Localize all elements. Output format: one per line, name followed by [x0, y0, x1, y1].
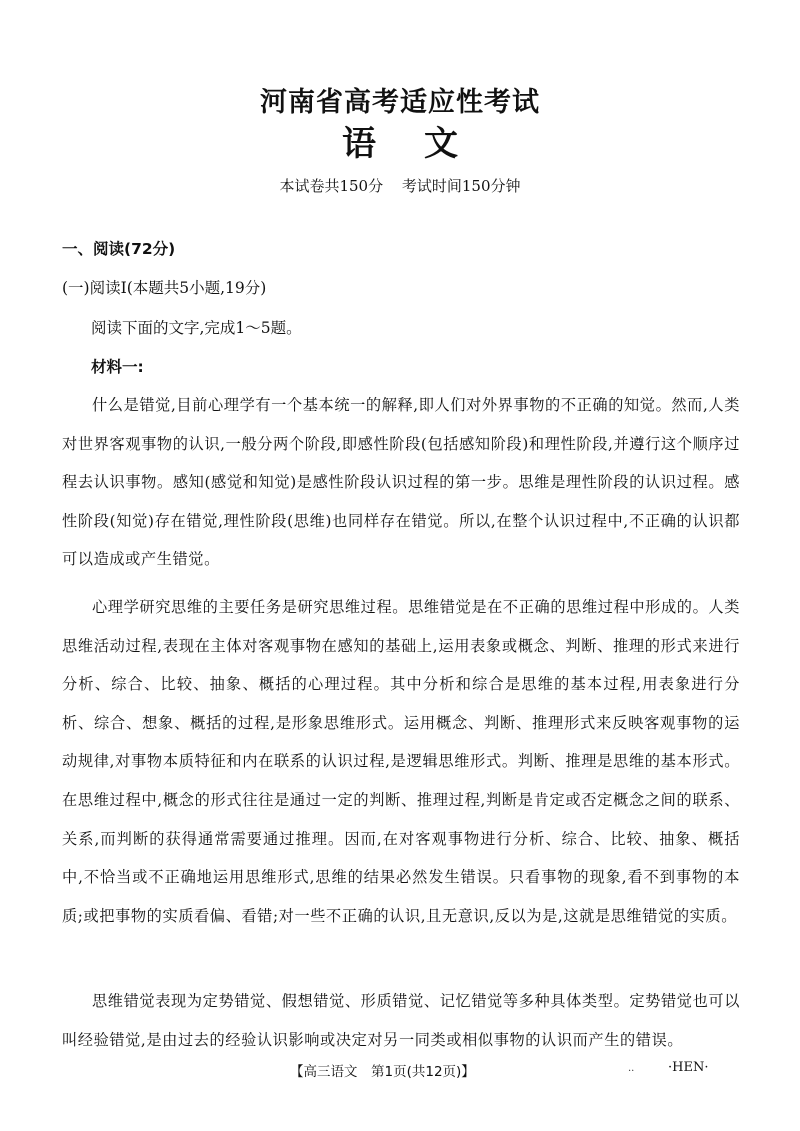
subject-title: 语文: [342, 124, 506, 164]
exam-title: 河南省高考适应性考试: [260, 87, 540, 118]
exam-duration: 考试时间150分钟: [401, 177, 521, 195]
section-heading: 一、阅读(72分): [62, 240, 176, 258]
reading-instruction: 阅读下面的文字,完成1～5题。: [91, 319, 302, 337]
part-heading: (一)阅读Ⅰ(本题共5小题,19分): [62, 279, 267, 297]
footer-code: ·HEN·: [668, 1060, 709, 1075]
material-label: 材料一:: [91, 358, 144, 376]
paragraph-1: 什么是错觉,目前心理学有一个基本统一的解释,即人们对外界事物的不正确的知觉。然而,人类对世界客观事物的认识,一般分两个阶段,即感性阶段(包括感知阶段)和理性阶段,并遵行这个顺序过程去认识事物。感知(感觉和知觉)是感性阶段认识过程的第一步。思维是理性阶段的认识过程。感性阶段(知觉)存在错觉,理性阶段(思维)也同样存在错觉。所以,在整个认识过程中,不正确的认识都可以造成或产生错觉。: [62, 396, 740, 569]
total-score: 本试卷共150分: [279, 177, 384, 195]
page-footer: 【高三语文 第1页(共12页)】: [290, 1064, 475, 1080]
paragraph-2: 心理学研究思维的主要任务是研究思维过程。思维错觉是在不正确的思维过程中形成的。人类思维活动过程,表现在主体对客观事物在感知的基础上,运用表象或概念、判断、推理的形式来进行分析、综合、比较、抽象、概括的心理过程。其中分析和综合是思维的基本过程,用表象进行分析、综合、想象、概括的过程,是形象思维形式。运用概念、判断、推理形式来反映客观事物的运动规律,对事物本质特征和内在联系的认识过程,是逻辑思维形式。判断、推理是思维的基本形式。在思维过程中,概念的形式往往是通过一定的判断、推理过程,判断是肯定或否定概念之间的联系、关系,而判断的获得通常需要通过推理。因而,在对客观事物进行分析、综合、比较、抽象、概括中,不恰当或不正确地运用思维形式,思维的结果必然发生错误。只看事物的现象,看不到事物的本质;或把事物的实质看偏、看错;对一些不正确的认识,且无意识,反以为是,这就是思维错觉的实质。: [62, 598, 740, 925]
footer-mark: ..: [628, 1063, 635, 1074]
paragraph-3: 思维错觉表现为定势错觉、假想错觉、形质错觉、记忆错觉等多种具体类型。定势错觉也可以叫经验错觉,是由过去的经验认识影响或决定对另一同类或相似事物的认识而产生的错误。: [62, 992, 740, 1049]
exam-info: [0, 175, 800, 196]
